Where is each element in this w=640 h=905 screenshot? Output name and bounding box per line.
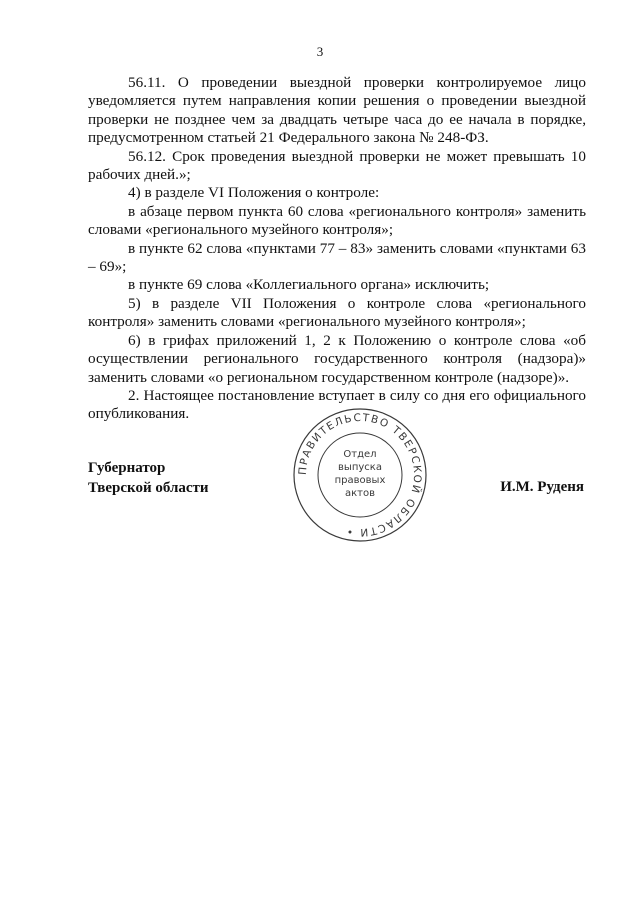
document-body [88,74,586,424]
seal-ring-text: ПРАВИТЕЛЬСТВО ТВЕРСКОЙ ОБЛАСТИ • [296,411,424,539]
signatory-title-line1: Губернатор [88,460,166,476]
paragraph-56-11: 56.11. О проведении выездной проверки контролируемое лицо уведомляется путем направления копии решения о проведении выездной проверки не позднее чем за двадцать четыре часа до ее начала в порядке, предусмотренном статьей 21 Федерального закона № 248-ФЗ. [88,74,586,147]
signatory-name: И.М. Руденя [500,479,584,495]
page-number: 3 [316,44,324,59]
paragraph-point-62: в пункте 62 слова «пунктами 77 – 83» заменить словами «пунктами 63 – 69»; [88,239,586,276]
official-seal-stamp [290,405,430,545]
seal-center-line3: правовых [334,475,386,486]
paragraph-entry-into-force: 2. Настоящее постановление вступает в силу со дня его официального опубликования. [88,386,586,423]
seal-center-line4: актов [344,488,376,499]
seal-center-line2: выпуска [338,462,382,473]
paragraph-point-60: в абзаце первом пункта 60 слова «регионального контроля» заменить словами «регионального музейного контроля»; [88,202,586,239]
paragraph-point-69: в пункте 69 слова «Коллегиального органа» исключить; [128,276,490,294]
paragraph-item-6: 6) в грифах приложений 1, 2 к Положению о контроле слова «об осуществлении регионального государственного контроля (надзора)» заменить словами «о региональном государственном контроле (надзоре)». [88,331,586,386]
seal-center-line1: Отдел [343,449,377,460]
signatory-title-line2: Тверской области [88,480,209,496]
paragraph-56-12: 56.12. Срок проведения выездной проверки не может превышать 10 рабочих дней.»; [88,147,586,184]
paragraph-item-5: 5) в разделе VII Положения о контроле слова «регионального контроля» заменить словами «регионального музейного контроля»; [88,294,586,331]
signatory-title [88,458,209,498]
paragraph-item-4: 4) в разделе VI Положения о контроле: [128,184,380,202]
